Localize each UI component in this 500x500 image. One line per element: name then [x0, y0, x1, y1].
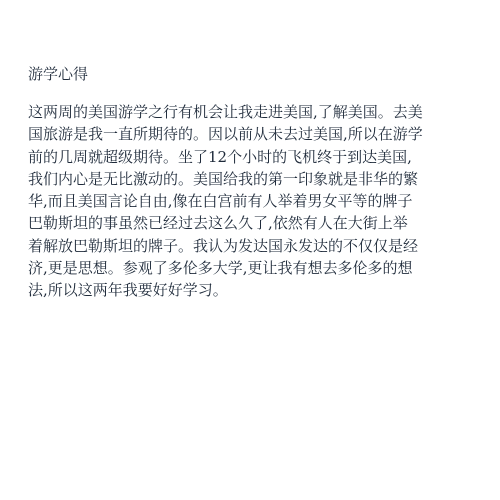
- document-title: 游学心得: [28, 65, 89, 83]
- body-line: 济,更是思想。参观了多伦多大学,更让我有想去多伦多的想: [28, 259, 413, 278]
- body-line: 着解放巴勒斯坦的牌子。我认为发达国永发达的不仅仅是经: [28, 236, 419, 255]
- body-line: 前的几周就超级期待。坐了12个小时的飞机终于到达美国,: [28, 147, 412, 166]
- body-line: 巴勒斯坦的事虽然已经过去这么久了,依然有人在大街上举: [28, 214, 408, 233]
- body-line: 国旅游是我一直所期待的。因以前从未去过美国,所以在游学: [28, 125, 423, 144]
- body-line: 法,所以这两年我要好好学习。: [28, 281, 228, 300]
- body-line: 华,而且美国言论自由,像在白宫前有人举着男女平等的牌子: [28, 192, 413, 211]
- body-line: 这两周的美国游学之行有机会让我走进美国,了解美国。去美: [28, 103, 423, 121]
- body-line: 我们内心是无比激动的。美国给我的第一印象就是非华的繁: [28, 169, 419, 188]
- document-body: [28, 101, 468, 302]
